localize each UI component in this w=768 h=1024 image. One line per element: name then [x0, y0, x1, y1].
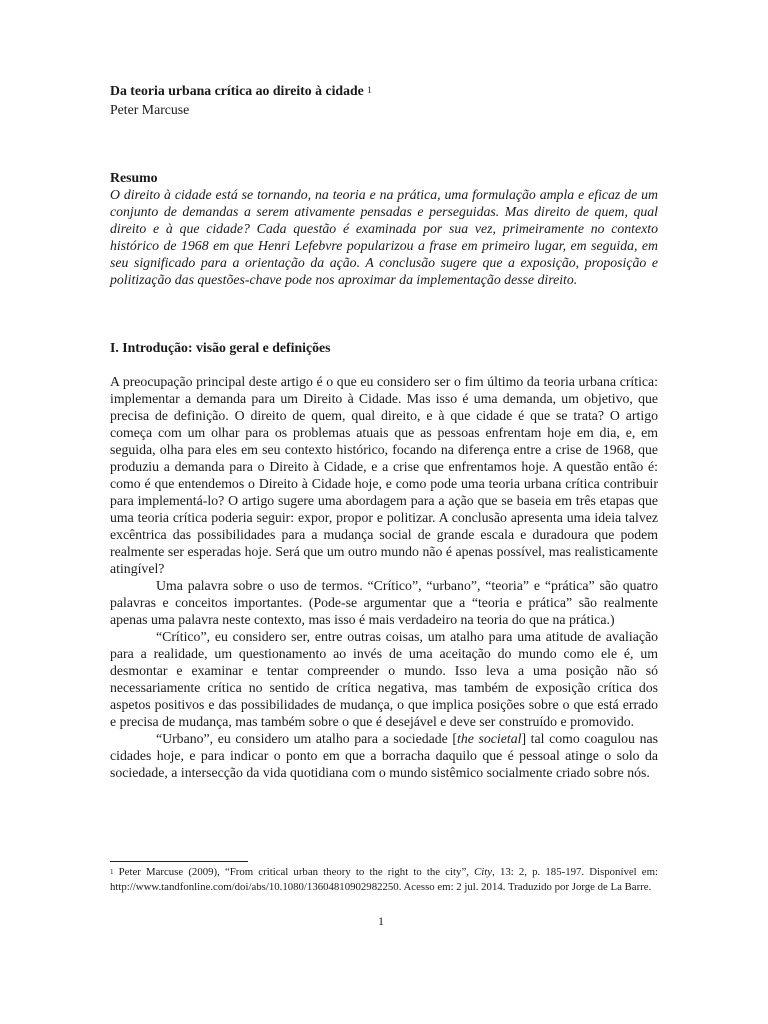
p4-italic-term: the societal: [457, 731, 522, 746]
footnote-journal: City: [474, 866, 493, 878]
p4-text-before: “Urbano”, eu considero um atalho para a sociedade [: [156, 731, 458, 746]
footnote-mark: 1: [110, 868, 114, 876]
intro-paragraph-2: Uma palavra sobre o uso de termos. “Crítico”, “urbano”, “teoria” e “prática” são quatro palavras e conceitos importantes. (Pode-se argumentar que a “teoria e prática” são realmente apenas uma palavra neste contexto, mas isso é mais verdadeiro na teoria do que na prática.): [110, 578, 658, 627]
abstract-heading: Resumo: [110, 170, 158, 185]
footnote-separator: [110, 861, 248, 862]
abstract-text: O direito à cidade está se tornando, na teoria e na prática, uma formulação ampla e eficaz de um conjunto de demandas a serem ativamente pensadas e perseguidas. Mas direito de quem, qual direito e à que cidade? Cada questão é examinada por sua vez, primeiramente no contexto histórico de 1968 em que Henri Lefebvre popularizou a frase em primeiro lugar, em seguida, em seu significado para a orientação da ação. A conclusão sugere que a exposição, proposição e politização das questões-chave pode nos aproximar da implementação desse direito.: [110, 187, 658, 287]
article-title: [110, 82, 658, 101]
footnote-text-after: , 13: 2, p. 185-197. Disponível em: http://www.tandfonline.com/doi/abs/10.1080/13604810902982250. Acesso em: 2 jul. 2014. Traduzido por Jorge de La Barre.: [110, 866, 658, 893]
footnote: [110, 866, 658, 895]
footnote-text-before: Peter Marcuse (2009), “From critical urban theory to the right to the city”,: [118, 866, 475, 878]
section-heading: I. Introdução: visão geral e definições: [110, 340, 331, 355]
intro-paragraph-4: [110, 730, 658, 781]
page-body: [110, 82, 658, 781]
intro-paragraph-1: A preocupação principal deste artigo é o que eu considero ser o fim último da teoria urbana crítica: implementar a demanda para um Direito à Cidade. Mas isso é uma demanda, um objetivo, que precisa de definição. O direito de quem, qual direito, e à que cidade é que se trata? O artigo começa com um olhar para os problemas atuais que as pessoas enfrentam hoje em dia, e, em seguida, olha para eles em seu contexto histórico, focando na diferença entre a crise de 1968, que produziu a demanda para o Direito à Cidade, e a crise que enfrentamos hoje. A questão então é: como é que entendemos o Direito à Cidade hoje, e como pode uma teoria urbana crítica contribuir para implementá-lo? O artigo sugere uma abordagem para a ação que se baseia em três etapas que uma teoria crítica poderia seguir: expor, propor e politizar. A conclusão apresenta uma ideia talvez excêntrica das possibilidades para a mudança social de grande escala e duradoura que podem realmente ser esperadas hoje. Será que um outro mundo não é apenas possível, mas realisticamente atingível?: [110, 374, 658, 576]
article-author: Peter Marcuse: [110, 102, 190, 117]
title-footnote-mark[interactable]: 1: [367, 85, 372, 95]
p4-text-after: ] tal como coagulou nas cidades hoje, e para indicar o ponto em que a borracha daquilo que é pessoal atinge o solo da sociedade, a intersecção da vida quotidiana com o mundo sistêmico socialmente criado sobre nós.: [110, 731, 658, 780]
article-title-text: Da teoria urbana crítica ao direito à cidade: [110, 83, 364, 98]
intro-paragraph-3: “Crítico”, eu considero ser, entre outras coisas, um atalho para uma atitude de avaliação para a realidade, um questionamento ao invés de uma aceitação do mundo como ele é, um desmontar e examinar e tentar compreender o mundo. Isso leva a uma posição não só necessariamente crítica no sentido de crítica negativa, mas também de exposição crítica dos aspetos positivos e das possibilidades de mudança, o que implica posições sobre o que está errado e precisa de mudança, mas também sobre o que é desejável e deve ser construído e promovido.: [110, 629, 658, 729]
page-number: 1: [378, 914, 384, 928]
